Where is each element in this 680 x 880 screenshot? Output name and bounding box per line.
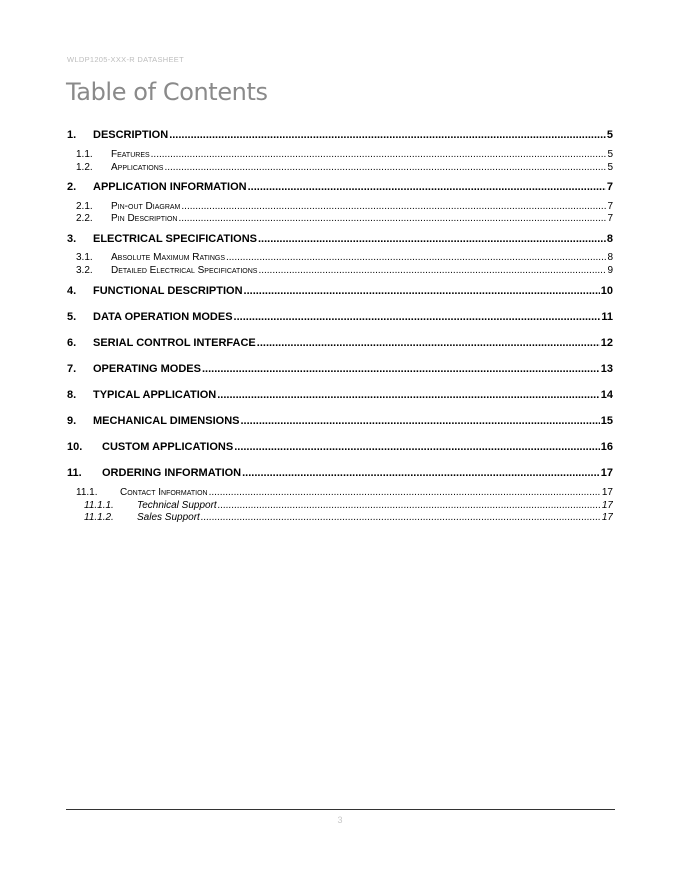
toc-leader-dots: [240, 415, 599, 427]
toc-entry-11-1[interactable]: [76, 487, 613, 498]
toc-entry-number: 2.2.: [76, 213, 93, 224]
toc-entry-number: 1.1.: [76, 149, 93, 160]
toc-entry-3-2[interactable]: [76, 265, 613, 276]
toc-entry-11[interactable]: [67, 467, 613, 479]
toc-entry-3-1[interactable]: [76, 252, 613, 263]
toc-entry-1-1[interactable]: [76, 149, 613, 160]
toc-entry-number: 6.: [67, 337, 77, 349]
toc-entry-number: 2.: [67, 181, 77, 193]
toc-entry-title: FUNCTIONAL DESCRIPTION: [93, 285, 243, 297]
toc-leader-dots: [201, 512, 601, 523]
toc-entry-page: 8: [606, 233, 613, 245]
toc-leader-dots: [258, 265, 606, 276]
toc-entry-page: 16: [600, 441, 613, 453]
toc-entry-title: Technical Support: [137, 500, 217, 511]
toc-entry-number: 3.: [67, 233, 77, 245]
toc-entry-page: 5: [606, 129, 613, 141]
toc-entry-number: 10.: [67, 441, 83, 453]
toc-entry-page: 17: [600, 467, 613, 479]
toc-leader-dots: [181, 201, 606, 212]
toc-entry-3[interactable]: [67, 233, 613, 245]
toc-entry-page: 14: [600, 389, 613, 401]
toc-leader-dots: [244, 285, 600, 297]
toc-entry-title: Contact Information: [120, 487, 208, 498]
toc-leader-dots: [258, 233, 606, 245]
toc-leader-dots: [248, 181, 606, 193]
toc-entry-page: 7: [606, 181, 613, 193]
toc-entry-page: 7: [607, 213, 613, 224]
page-title: Table of Contents: [66, 78, 268, 106]
toc-entry-8[interactable]: [67, 389, 613, 401]
toc-entry-page: 17: [601, 500, 613, 511]
toc-entry-page: 17: [601, 512, 613, 523]
toc-entry-number: 11.1.: [76, 487, 98, 498]
toc-leader-dots: [217, 389, 600, 401]
toc-entry-title: OPERATING MODES: [93, 363, 201, 375]
toc-leader-dots: [169, 129, 606, 141]
toc-entry-title: ORDERING INFORMATION: [102, 467, 242, 479]
toc-entry-title: Pin-out Diagram: [111, 201, 181, 212]
toc-entry-title: APPLICATION INFORMATION: [93, 181, 247, 193]
toc-leader-dots: [178, 213, 606, 224]
toc-entry-9[interactable]: [67, 415, 613, 427]
toc-entry-number: 11.: [67, 467, 82, 479]
document-header: WLDP1205-XXX-R DATASHEET: [67, 55, 184, 64]
toc-entry-number: 3.1.: [76, 252, 93, 263]
toc-entry-title: Absolute Maximum Ratings: [111, 252, 225, 263]
toc-entry-7[interactable]: [67, 363, 613, 375]
toc-leader-dots: [151, 149, 607, 160]
toc-entry-number: 1.: [67, 129, 77, 141]
toc-leader-dots: [202, 363, 600, 375]
toc-entry-number: 5.: [67, 311, 77, 323]
toc-entry-page: 17: [601, 487, 613, 498]
toc-entry-6[interactable]: [67, 337, 613, 349]
toc-entry-page: 8: [607, 252, 613, 263]
toc-entry-1-2[interactable]: [76, 162, 613, 173]
toc-entry-number: 3.2.: [76, 265, 93, 276]
toc-entry-title: DATA OPERATION MODES: [93, 311, 233, 323]
toc-entry-title: DESCRIPTION: [93, 129, 169, 141]
toc-entry-page: 15: [600, 415, 613, 427]
toc-entry-number: 4.: [67, 285, 77, 297]
toc-entry-title: Applications: [111, 162, 164, 173]
toc-entry-page: 9: [607, 265, 613, 276]
toc-entry-title: MECHANICAL DIMENSIONS: [93, 415, 240, 427]
toc-leader-dots: [164, 162, 606, 173]
toc-entry-11-1-1[interactable]: [84, 500, 613, 511]
toc-entry-11-1-2[interactable]: [84, 512, 613, 523]
toc-entry-number: 7.: [67, 363, 77, 375]
footer-divider: [66, 809, 615, 810]
toc-entry-title: TYPICAL APPLICATION: [93, 389, 217, 401]
toc-entry-2[interactable]: [67, 181, 613, 193]
toc-entry-2-1[interactable]: [76, 201, 613, 212]
toc-entry-page: 5: [607, 162, 613, 173]
toc-entry-number: 11.1.2.: [84, 512, 114, 523]
toc-entry-page: 12: [600, 337, 613, 349]
toc-leader-dots: [257, 337, 600, 349]
toc-leader-dots: [242, 467, 600, 479]
toc-entry-number: 2.1.: [76, 201, 93, 212]
toc-entry-page: 5: [607, 149, 613, 160]
toc-entry-number: 9.: [67, 415, 77, 427]
page-number: 3: [337, 815, 343, 825]
toc-entry-10[interactable]: [67, 441, 613, 453]
toc-entry-title: CUSTOM APPLICATIONS: [102, 441, 234, 453]
toc-entry-page: 11: [601, 311, 613, 323]
toc-entry-1[interactable]: [67, 129, 613, 141]
toc-entry-title: Detailed Electrical Specifications: [111, 265, 258, 276]
toc-entry-title: ELECTRICAL SPECIFICATIONS: [93, 233, 257, 245]
toc-leader-dots: [234, 311, 601, 323]
toc-entry-5[interactable]: [67, 311, 613, 323]
toc-entry-page: 10: [600, 285, 613, 297]
toc-leader-dots: [234, 441, 600, 453]
toc-entry-page: 13: [600, 363, 613, 375]
toc-entry-title: Sales Support: [137, 512, 200, 523]
toc-leader-dots: [218, 500, 601, 511]
toc-entry-2-2[interactable]: [76, 213, 613, 224]
toc-entry-title: Pin Description: [111, 213, 178, 224]
toc-entry-title: Features: [111, 149, 150, 160]
toc-entry-page: 7: [607, 201, 613, 212]
toc-entry-number: 1.2.: [76, 162, 93, 173]
toc-leader-dots: [209, 487, 601, 498]
toc-entry-number: 8.: [67, 389, 77, 401]
toc-entry-title: SERIAL CONTROL INTERFACE: [93, 337, 256, 349]
toc-leader-dots: [226, 252, 606, 263]
toc-entry-4[interactable]: [67, 285, 613, 297]
toc-entry-number: 11.1.1.: [84, 500, 114, 511]
